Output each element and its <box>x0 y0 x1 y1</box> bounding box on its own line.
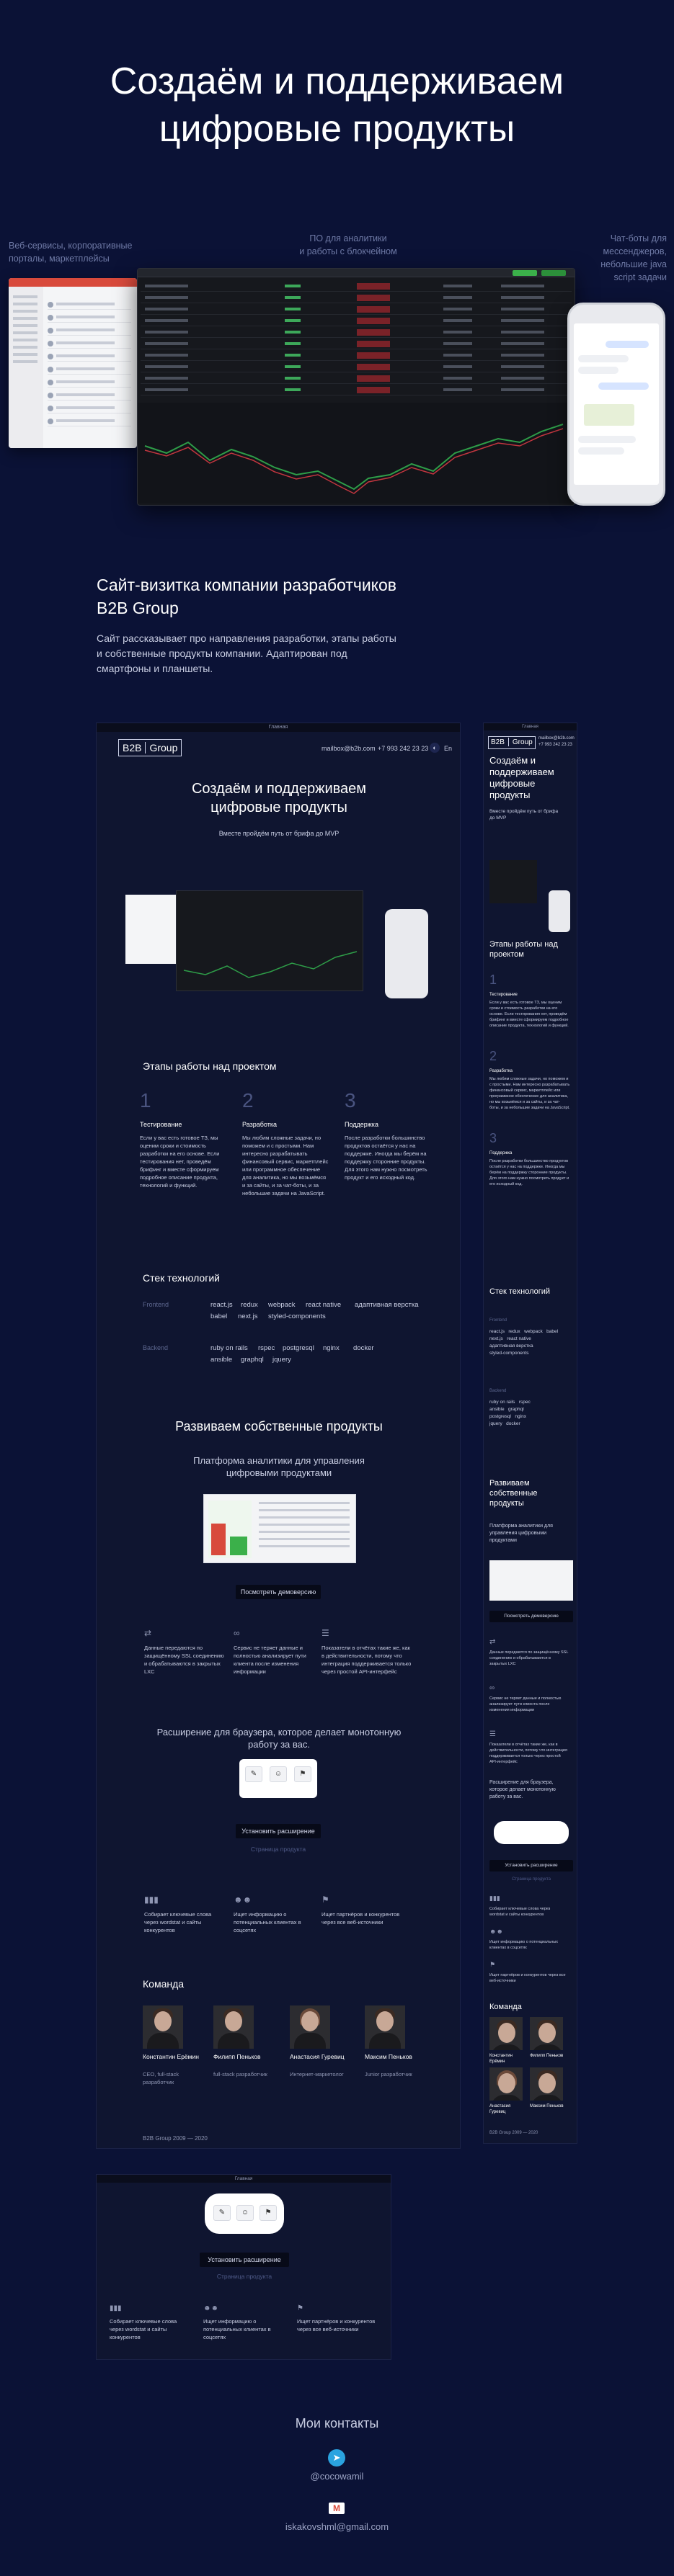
logo-left: B2B <box>123 742 142 753</box>
email-address[interactable]: iskakovshml@gmail.com <box>285 2521 389 2532</box>
tablet-product-link[interactable]: Страница продукта <box>216 2273 272 2280</box>
mini-phone-screen <box>385 909 428 998</box>
mobile-tech-react-native: react native <box>507 1336 531 1341</box>
mobile-avatar-konstantin <box>489 2017 523 2050</box>
language-switch[interactable]: En <box>444 745 453 752</box>
member-1-name: Константин Ерёмин <box>143 2053 199 2060</box>
stage-3-number: 3 <box>345 1089 356 1112</box>
mobile-tech-webpack: webpack <box>524 1329 543 1334</box>
tablet-install-button[interactable]: Установить расширение <box>200 2253 289 2267</box>
products-title: Развиваем собственные продукты <box>175 1419 383 1434</box>
mobile-stage-3-number: 3 <box>489 1131 497 1145</box>
portal-header-bar <box>9 278 137 287</box>
tablet-feature-keywords: Собирает ключевые слова через wordstat и сайты конкурентов <box>110 2318 177 2340</box>
tech-adaptive: адаптивная верстка <box>355 1301 419 1309</box>
header-phone[interactable]: +7 993 242 23 23 <box>378 745 429 752</box>
member-2-role: full-stack разработчик <box>213 2071 267 2078</box>
mobile-member-3-name: Анастасия Гуревиц <box>489 2104 511 2114</box>
tablet-feature-clients: Ищет информацию о потенциальных клиентах в соцсетях <box>203 2318 271 2340</box>
tech-styled-components: styled-components <box>268 1312 326 1320</box>
tech-nextjs: next.js <box>238 1312 258 1320</box>
mobile-tech-rails: ruby on rails <box>489 1400 515 1405</box>
tablet-extension-popup <box>205 2193 284 2234</box>
backend-label: Backend <box>143 1344 169 1351</box>
member-1-role: CEO, full-stack разработчик <box>143 2071 179 2085</box>
tech-ansible: ansible <box>210 1356 233 1364</box>
mobile-bar-chart-icon: ▮▮▮ <box>489 1895 500 1902</box>
caption-analytics: ПО для аналитики и работы с блокчейном <box>299 233 397 256</box>
mobile-tech-graphql: graphql <box>508 1407 524 1412</box>
mobile-stage-2-text: Мы любим сложные задачи, но поможем и с простыми. Нам интересно разрабатывать финансовый сервис, маркетплейс или программное обеспечение для аналитика, но мы возьмёмся и за сайты, и за чат-боты, и за небольшие задачи на JavaScript. <box>489 1077 570 1110</box>
mobile-hero-title <box>489 755 575 801</box>
tech-nginx: nginx <box>323 1344 340 1352</box>
mobile-hero-subtitle: Вместе пройдём путь от брифа до MVP <box>489 809 559 820</box>
tablet-ext-keyword-icon[interactable]: ✎ <box>213 2205 231 2221</box>
link-icon: ∞ <box>234 1628 240 1638</box>
team-title: Команда <box>143 1978 185 1990</box>
mobile-tech-react: react.js <box>489 1329 505 1334</box>
flag-icon: ⚑ <box>322 1895 329 1905</box>
mini-portal-screen <box>125 895 176 964</box>
mobile-install-button[interactable]: Установить расширение <box>489 1860 573 1871</box>
logo-right: Group <box>149 742 178 753</box>
project-description: Сайт рассказывает про направления разработки, этапы работы и собственные продукты компании. Адаптирован под смартфоны и планшеты. <box>97 632 396 674</box>
caption-web-services: Веб-сервисы, корпоративные порталы, маркетплейсы <box>9 241 133 264</box>
browser-tab-label: Главная <box>97 723 460 732</box>
mobile-feature-no-loss: Сервис не теряет данные и полностью анализирует пути клиента после изменения информации <box>489 1696 562 1712</box>
mobile-link-icon: ∞ <box>489 1684 495 1692</box>
mobile-stage-2-title: Разработка <box>489 1069 513 1073</box>
tech-babel: babel <box>210 1312 228 1320</box>
people-icon: ☻☻ <box>234 1895 252 1905</box>
mobile-backend-list <box>489 1399 575 1428</box>
mobile-tech-postgresql: postgresql <box>489 1414 511 1419</box>
tablet-feature-partners: Ищет партнёров и конкурентов через все веб-источники <box>297 2318 376 2333</box>
mobile-tech-ansible: ansible <box>489 1407 505 1412</box>
feature-keywords: Собирает ключевые слова через wordstat и сайты конкурентов <box>144 1911 212 1933</box>
feature-partners: Ищет партнёров и конкурентов через все веб-источники <box>322 1911 400 1926</box>
header-email[interactable]: mailbox@b2b.com <box>322 745 376 752</box>
tablet-tab-label: Главная <box>97 2175 391 2183</box>
mobile-feature-api: Показатели в отчётах такие же, как в действительности, потому что интеграция поддерживается только через простой API-интерфейс <box>489 1743 567 1764</box>
site-hero-title-line2: цифровые продукты <box>210 800 347 815</box>
frontend-label: Frontend <box>143 1301 169 1308</box>
mobile-member-4-name: Максим Пеньков <box>530 2104 564 2108</box>
mobile-phone-screen <box>549 890 570 932</box>
analytics-dashboard-screenshot <box>203 1494 356 1563</box>
tech-webpack: webpack <box>268 1301 296 1309</box>
mobile-avatar-filipp <box>530 2017 563 2050</box>
telegram-icon[interactable]: ➤ <box>328 2449 345 2467</box>
site-footer: B2B Group 2009 — 2020 <box>143 2135 208 2142</box>
mobile-trading-screen <box>489 860 537 903</box>
mobile-report-icon: ☰ <box>489 1730 496 1738</box>
stage-1-text: Если у вас есть готовое ТЗ, мы оценим сроки и стоимость разработки на его основе. Если тестирования нет, проведём брифинг и вместе сформируем подробное описание продукта, технологий и функций. <box>140 1135 220 1189</box>
mobile-tech-styled: styled-components <box>489 1351 529 1356</box>
portal-sidebar <box>9 287 43 448</box>
mobile-logo[interactable] <box>488 736 536 749</box>
stage-2-text: Мы любим сложные задачи, но поможем и с простыми. Нам интересно разрабатывать финансовый сервис, маркетплейс или программное обеспечение для аналитика, но мы возьмёмся и за сайты, и за чат-боты, и за небольшие задачи на JavaScript. <box>242 1135 329 1197</box>
hero-title <box>0 58 674 153</box>
mobile-stage-3-text: После разработки большинство продуктов остаётся у нас на поддержке. Иногда мы берём на поддержку сторонние продукты. Для этого нам нужно посмотреть продукт и его исходный код. <box>489 1159 569 1186</box>
mobile-people-icon: ☻☻ <box>489 1928 503 1935</box>
mobile-email[interactable]: mailbox@b2b.com <box>538 736 575 741</box>
mobile-tech-rspec: rspec <box>518 1400 531 1405</box>
mobile-stage-1-title: Тестирование <box>489 993 518 997</box>
tech-postgresql: postgresql <box>283 1344 314 1352</box>
avatar-maxim <box>365 2005 405 2049</box>
mobile-swap-icon: ⇄ <box>489 1638 496 1646</box>
tech-react: react.js <box>210 1301 233 1309</box>
mobile-stage-3-title: Поддержка <box>489 1151 513 1155</box>
theme-toggle-icon[interactable]: ◐ <box>430 743 440 753</box>
mobile-avatar-anastasia <box>489 2067 523 2101</box>
avatar-konstantin <box>143 2005 183 2049</box>
mobile-flag-icon: ⚑ <box>489 1961 496 1968</box>
tech-graphql: graphql <box>241 1356 264 1364</box>
feature-clients: Ищет информацию о потенциальных клиентах в соцсетях <box>234 1911 301 1933</box>
product-page-link[interactable]: Страница продукта <box>250 1846 306 1853</box>
mobile-logo-right: Group <box>512 738 533 746</box>
stage-1-title: Тестирование <box>140 1121 182 1128</box>
mobile-member-2-name: Филипп Пеньков <box>530 2054 564 2058</box>
mobile-team-title: Команда <box>489 2003 522 2011</box>
product1-title: Платформа аналитики для управления цифровыми продуктами <box>193 1455 365 1478</box>
member-4-name: Максим Пеньков <box>365 2053 412 2060</box>
portal-screenshot <box>9 278 137 448</box>
mobile-extension-popup <box>494 1821 569 1844</box>
mobile-feature-partners: Ищет партнёров и конкурентов через все веб-источники <box>489 1973 566 1983</box>
mini-trading-screen <box>176 890 363 991</box>
mobile-tech-adaptive: адаптивная верстка <box>489 1343 533 1349</box>
mobile-tech-title: Стек технологий <box>489 1287 551 1296</box>
site-hero-subtitle: Вместе пройдём путь от брифа до MVP <box>218 830 340 837</box>
ext-flag-icon[interactable]: ⚑ <box>294 1766 311 1782</box>
mobile-footer: B2B Group 2009 — 2020 <box>489 2131 538 2135</box>
mobile-product1-title: Платформа аналитики для управления цифровыми продуктами <box>489 1524 553 1543</box>
mobile-member-1-name: Константин Ерёмин <box>489 2054 513 2064</box>
mobile-hero-title-line2: цифровые продукты <box>489 778 536 800</box>
mobile-tech-docker: docker <box>506 1421 520 1426</box>
tech-jquery: jquery <box>272 1356 291 1364</box>
tablet-bar-chart-icon: ▮▮▮ <box>110 2304 122 2312</box>
mobile-tech-nextjs: next.js <box>489 1336 503 1341</box>
tablet-ext-people-icon[interactable]: ☺ <box>236 2205 254 2221</box>
site-hero-title <box>97 779 461 817</box>
tech-react-native: react native <box>306 1301 342 1309</box>
mobile-tech-jquery: jquery <box>489 1421 502 1426</box>
mobile-phone[interactable]: +7 993 242 23 23 <box>538 743 572 747</box>
project-title: Сайт-визитка компании разработчиков B2B Group <box>97 576 397 617</box>
tablet-mockup <box>96 2174 391 2360</box>
candlestick-chart <box>138 403 575 504</box>
mobile-tech-nginx: nginx <box>515 1414 526 1419</box>
trading-screenshot <box>137 268 575 506</box>
stage-3-title: Поддержка <box>345 1121 378 1128</box>
report-icon: ☰ <box>322 1628 329 1638</box>
stage-2-number: 2 <box>242 1089 254 1112</box>
mobile-dashboard-screenshot <box>489 1560 573 1601</box>
swap-icon: ⇄ <box>144 1628 152 1638</box>
ext-people-icon[interactable]: ☺ <box>270 1766 287 1782</box>
mobile-feature-ssl: Данные передаются по защищённому SSL соединению и обрабатываются в закрытых LXC <box>489 1650 569 1666</box>
product2-title: Расширение для браузера, которое делает монотонную работу за вас. <box>156 1727 402 1750</box>
stages-title: Этапы работы над проектом <box>143 1060 277 1072</box>
avatar-anastasia <box>290 2005 330 2049</box>
tech-title: Стек технологий <box>143 1272 220 1284</box>
mobile-hero-title-line1: Создаём и поддерживаем <box>489 755 554 777</box>
mobile-mockup <box>483 723 577 2144</box>
demo-button[interactable]: Посмотреть демоверсию <box>236 1585 321 1599</box>
chatbot-phone-screenshot <box>567 303 665 506</box>
mobile-tech-redux: redux <box>508 1329 520 1334</box>
stage-2-title: Разработка <box>242 1121 277 1128</box>
mobile-logo-left: B2B <box>491 738 505 746</box>
contacts-title: Мои контакты <box>295 2416 379 2430</box>
mobile-tab-label: Главная <box>484 723 577 730</box>
mobile-stage-1-number: 1 <box>489 972 497 987</box>
mobile-stage-1-text: Если у вас есть готовое ТЗ, мы оценим сроки и стоимость разработки на его основе. Если тестирования нет, проведём брифинг и вместе сформируем подробное описание продукта, технологий и функций. <box>489 1001 569 1028</box>
extension-popup <box>239 1759 317 1798</box>
member-3-role: Интернет-маркетолог <box>290 2071 344 2078</box>
member-4-role: Junior разработчик <box>365 2071 412 2078</box>
mobile-feature-clients: Ищет информацию о потенциальных клиентах в соцсетях <box>489 1940 558 1950</box>
tech-rails: ruby on rails <box>210 1344 248 1352</box>
stage-3-text: После разработки большинство продуктов остаётся у нас на поддержке. Иногда мы берём на поддержку сторонние продукты. Для этого нам нужно посмотреть продукт и его исходный код. <box>345 1135 427 1181</box>
mobile-product-link[interactable]: Страница продукта <box>512 1877 551 1882</box>
feature-api: Показатели в отчётах такие же, как в действительности, потому что интеграция поддерживается только через простой API-интерфейс <box>322 1645 412 1675</box>
stage-1-number: 1 <box>140 1089 151 1112</box>
mobile-stages-title: Этапы работы над проектом <box>489 940 558 959</box>
feature-no-loss: Сервис не теряет данные и полностью анализирует пути клиента после изменения информации <box>234 1645 306 1675</box>
mobile-products-title: Развиваем собственные продукты <box>489 1479 538 1508</box>
telegram-handle[interactable]: @cocowamil <box>310 2471 364 2482</box>
member-2-name: Филипп Пеньков <box>213 2053 261 2060</box>
bar-chart-icon: ▮▮▮ <box>144 1895 159 1905</box>
tech-rspec: rspec <box>258 1344 275 1352</box>
ext-keyword-icon[interactable]: ✎ <box>245 1766 262 1782</box>
tech-docker: docker <box>353 1344 374 1352</box>
tablet-people-icon: ☻☻ <box>203 2304 219 2312</box>
mobile-stage-2-number: 2 <box>489 1049 497 1063</box>
hero-title-line1: Создаём и поддерживаем <box>110 61 564 102</box>
caption-chatbots: Чат-боты для мессенджеров, небольшие java script задачи <box>600 233 667 282</box>
gmail-icon[interactable]: M <box>329 2503 345 2514</box>
site-hero-title-line1: Создаём и поддерживаем <box>191 781 367 797</box>
tech-redux: redux <box>241 1301 258 1309</box>
hero-title-line2: цифровые продукты <box>159 108 515 150</box>
feature-ssl: Данные передаются по защищённому SSL соединению и обрабатываются в закрытых LXC <box>144 1645 224 1675</box>
desktop-mockup <box>96 723 461 2149</box>
mobile-frontend-label: Frontend <box>489 1318 507 1323</box>
mobile-product2-title: Расширение для браузера, которое делает монотонную работу за вас. <box>489 1780 556 1799</box>
mobile-avatar-maxim <box>530 2067 563 2101</box>
member-3-name: Анастасия Гуревиц <box>290 2053 345 2060</box>
install-extension-button[interactable]: Установить расширение <box>236 1824 321 1838</box>
tablet-flag-icon: ⚑ <box>297 2304 303 2312</box>
tablet-ext-flag-icon[interactable]: ⚑ <box>260 2205 277 2221</box>
mobile-demo-button[interactable]: Посмотреть демоверсию <box>489 1611 573 1622</box>
mobile-tech-babel: babel <box>546 1329 559 1334</box>
avatar-filipp <box>213 2005 254 2049</box>
site-logo[interactable] <box>118 739 182 756</box>
mobile-feature-keywords: Собирает ключевые слова через wordstat и сайты конкурентов <box>489 1907 551 1917</box>
mobile-frontend-list <box>489 1328 575 1357</box>
mobile-backend-label: Backend <box>489 1389 507 1393</box>
